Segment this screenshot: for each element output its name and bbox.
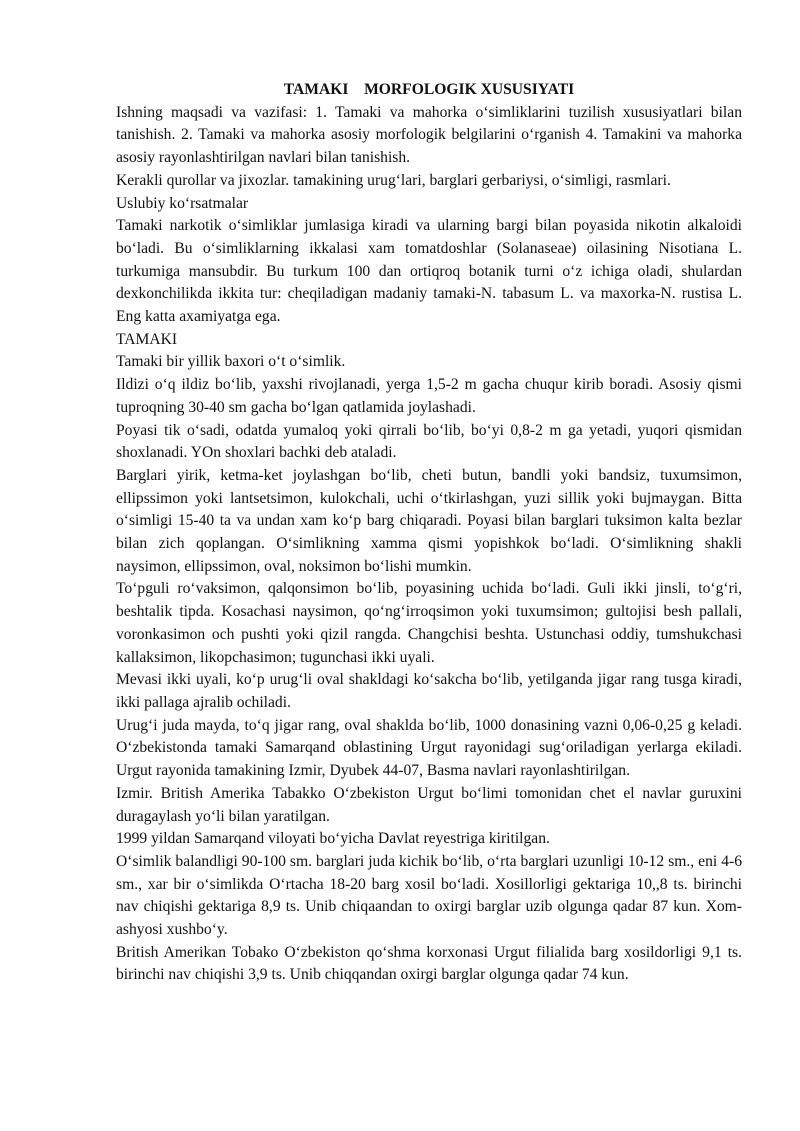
paragraph-guidelines-heading: Uslubiy ko‘rsatmalar	[116, 194, 249, 212]
paragraph-section-heading: TAMAKI	[116, 330, 178, 348]
paragraph-fruit: Mevasi ikki uyali, ko‘p urug‘li oval shakldagi ko‘sakcha bo‘lib, yetilganda jigar rang tusga kiradi, ikki pallaga ajralib ochiladi.	[116, 671, 742, 711]
paragraph-tools: Kerakli qurollar va jixozlar. tamakining urug‘lari, barglari gerbariysi, o‘simligi, rasmlari.	[116, 171, 671, 189]
paragraph-root: Ildizi o‘q ildiz bo‘lib, yaxshi rivojlanadi, yerga 1,5-2 m gacha chuqur kirib boradi. Asosiy qismi tuproqning 30-40 sm gacha bo‘lgan qatlamida joylashadi.	[116, 376, 742, 416]
paragraph-plant-height: O‘simlik balandligi 90-100 sm. barglari juda kichik bo‘lib, o‘rta barglari uzunligi 10-12 sm., eni 4-6 sm., xar bir o‘simlikda O‘rtacha 18-20 barg xosil bo‘ladi. Xosillorligi gektariga 10,,8 ts. birinchi nav chiqishi gektariga 8,9 ts. Unib chiqaandan to oxirgi barglar uzib olgunga qadar 87 kun. Xom-ashyosi xushbo‘y.	[116, 852, 742, 939]
document-title: TAMAKI MORFOLOGIK XUSUSIYATI	[283, 81, 575, 98]
paragraph-bat-yield: British Amerikan Tobako O‘zbekiston qo‘shma korxonasi Urgut filialida barg xosildorligi 9,1 ts. birinchi nav chiqishi 3,9 ts. Unib chiqqandan oxirgi barglar olgunga qadar 74 kun.	[116, 943, 742, 984]
paragraph-izmir: Izmir. British Amerika Tabakko O‘zbekiston Urgut bo‘limi tomonidan chet el navlar guruxini duragaylash yo‘li bilan yaratilgan.	[116, 784, 742, 825]
document-page	[116, 79, 742, 987]
paragraph-stem: Poyasi tik o‘sadi, odatda yumaloq yoki qirrali bo‘lib, bo‘yi 0,8-2 m ga yetadi, yuqori qismidan shoxlanadi. YOn shoxlari bachki deb ataladi.	[116, 421, 742, 462]
paragraph-goal: Ishning maqsadi va vazifasi: 1. Tamaki va mahorka o‘simliklarini tuzilish xususiyatlari bilan tanishish. 2. Tamaki va mahorka asosiy morfologik belgilarini o‘rganish 4. Tamakini va mahorka asosiy rayonlashtirilgan navlari bilan tanishish.	[116, 103, 742, 167]
paragraph-leaves: Barglari yirik, ketma-ket joylashgan bo‘lib, cheti butun, bandli yoki bandsiz, tuxumsimon, ellipssimon yoki lantsetsimon, kulokchali, uchi o‘tkirlashgan, yuzi sillik yoki bujmaygan. Bitta o‘simligi 15-40 ta va undan xam ko‘p barg chiqaradi. Poyasi bilan barglari tuksimon kalta bezlar bilan zich qoplangan. O‘simlikning xamma qismi yopishkok bo‘ladi. O‘simlikning shakli naysimon, ellipssimon, oval, noksimon bo‘lishi mumkin.	[116, 466, 742, 575]
paragraph-registry: 1999 yildan Samarqand viloyati bo‘yicha Davlat reyestriga kiritilgan.	[116, 830, 550, 848]
paragraph-intro: Tamaki narkotik o‘simliklar jumlasiga kiradi va ularning bargi bilan poyasida nikotin alkaloidi bo‘ladi. Bu o‘simliklarning ikkalasi xam tomatdoshlar (Solanaseae) oilasining Nisotiana L. turkumiga mansubdir. Bu turkum 100 dan ortiqroq botanik turni o‘z ichiga oladi, shulardan dexkonchilikda ikkita tur: cheqiladigan madaniy tamaki-N. tabasum L. va maxorka-N. rustisa L. Eng katta axamiyatga ega.	[116, 217, 742, 326]
paragraph-inflorescence: To‘pguli ro‘vaksimon, qalqonsimon bo‘lib, poyasining uchida bo‘ladi. Guli ikki jinsli, to‘g‘ri, beshtalik tipda. Kosachasi naysimon, qo‘ng‘irroqsimon yoki tuxumsimon; gultojisi besh pallali, voronkasimon och pushti yoki qizil rangda. Changchisi beshta. Ustunchasi oddiy, tumshukchasi kallaksimon, likopchasimon; tugunchasi ikki uyali.	[116, 580, 742, 666]
paragraph-seed: Urug‘i juda mayda, to‘q jigar rang, oval shaklda bo‘lib, 1000 donasining vazni 0,06-0,25 g keladi. O‘zbekistonda tamaki Samarqand oblastining Urgut rayonidagi sug‘oriladigan yerlarga ekiladi. Urgut rayonida tamakining Izmir, Dyubek 44-07, Basma navlari rayonlashtirilgan.	[116, 716, 742, 780]
paragraph-annual: Tamaki bir yillik baxori o‘t o‘simlik.	[116, 353, 346, 371]
